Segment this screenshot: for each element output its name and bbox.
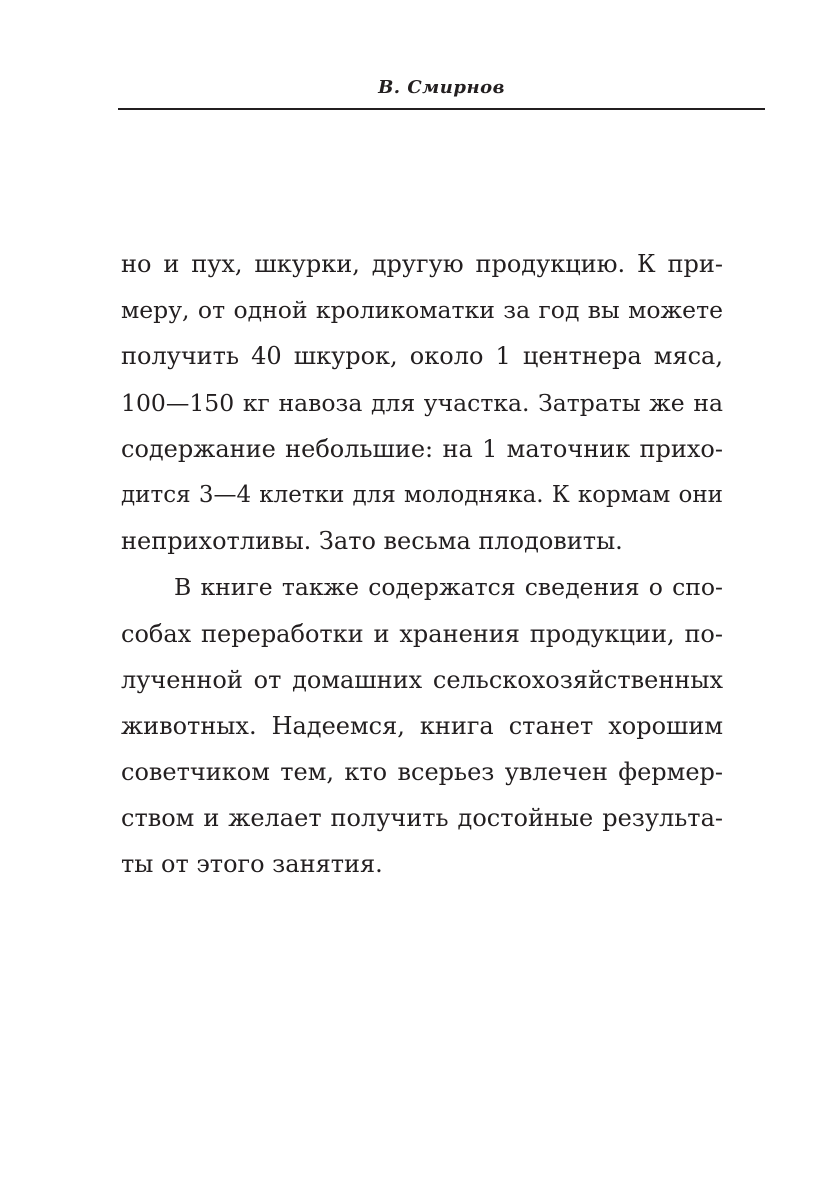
text-line: меру, от одной кроликоматки за год вы можете bbox=[121, 296, 723, 325]
paragraph-2 bbox=[121, 564, 723, 887]
text-line: ством и желает получить достойные результа- bbox=[121, 804, 723, 833]
text-line: 100—150 кг навоза для участка. Затраты же на bbox=[121, 388, 723, 417]
running-head-author: В. Смирнов bbox=[378, 77, 505, 98]
text-line: получить 40 шкурок, около 1 центнера мяса, bbox=[121, 342, 723, 371]
text-line: животных. Надеемся, книга станет хорошим bbox=[121, 711, 723, 740]
text-line: неприхотливы. Зато весьма плодовиты. bbox=[121, 527, 623, 556]
running-head bbox=[118, 76, 765, 110]
text-line: В книге также содержатся сведения о спо- bbox=[174, 573, 723, 602]
text-line: советчиком тем, кто всерьез увлечен фермер- bbox=[121, 758, 723, 787]
text-line: но и пух, шкурки, другую продукцию. К при- bbox=[121, 250, 723, 278]
body-text bbox=[121, 241, 723, 888]
text-line: содержание небольшие: на 1 маточник прихо- bbox=[121, 434, 723, 463]
text-line: лученной от домашних сельскохозяйственных bbox=[121, 665, 723, 694]
paragraph-1 bbox=[121, 241, 723, 564]
text-line: ты от этого занятия. bbox=[121, 850, 383, 879]
text-line: собах переработки и хранения продукции, по- bbox=[121, 619, 723, 648]
text-line: дится 3—4 клетки для молодняка. К кормам они bbox=[121, 481, 723, 508]
